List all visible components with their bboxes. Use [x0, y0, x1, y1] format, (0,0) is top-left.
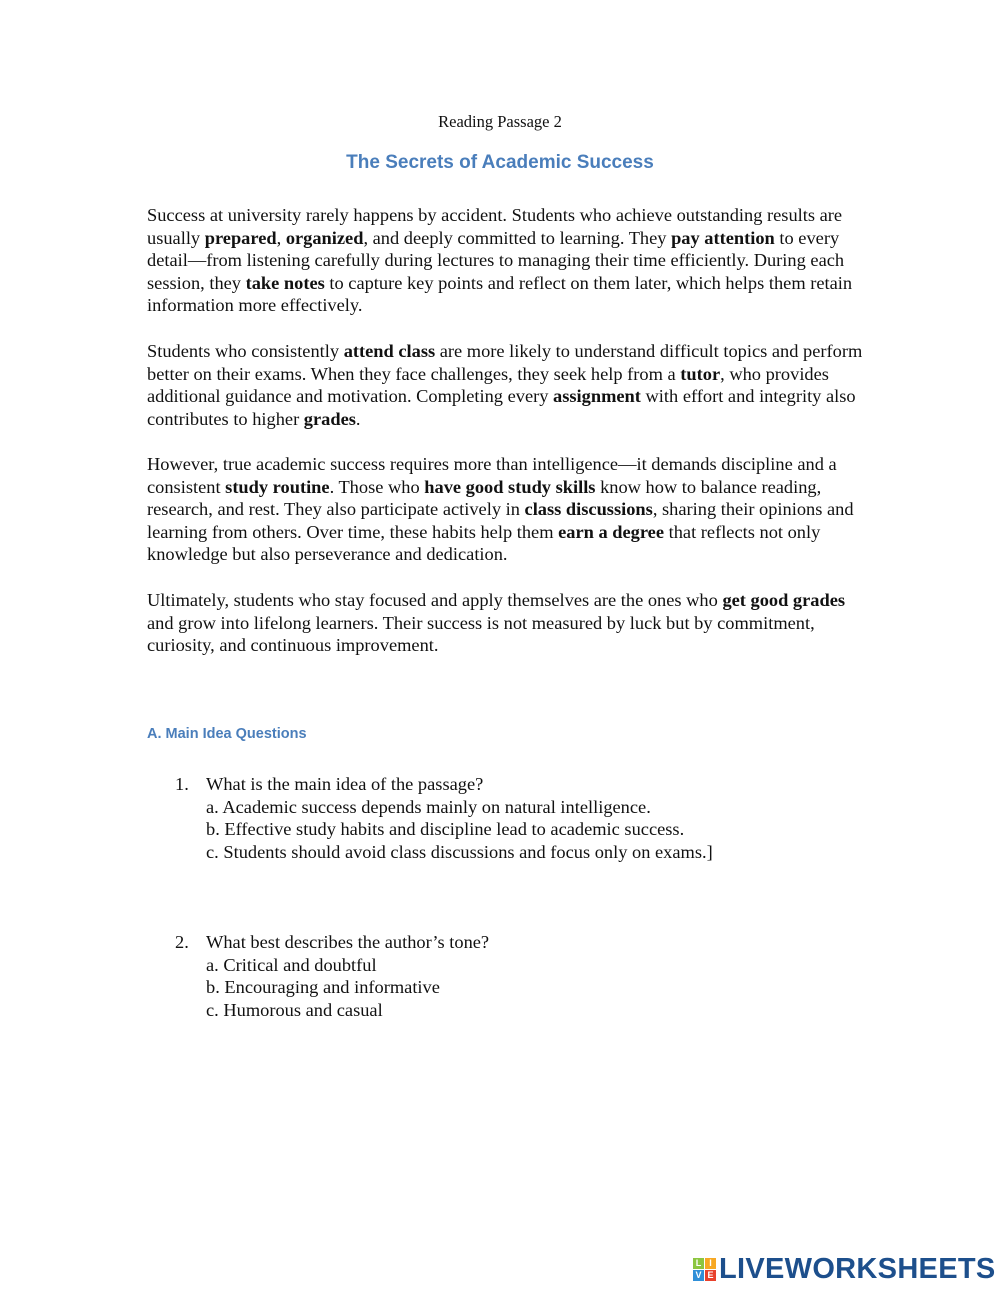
passage-text: However, true academic success requires more than intelligence—it demands discipline and a consistent [147, 454, 837, 497]
key-term: prepared [204, 227, 277, 248]
question-number: 2. [175, 932, 189, 952]
passage-text: . Those who [329, 476, 425, 497]
passage-paragraph-4 [147, 589, 867, 657]
key-term: grades [303, 408, 356, 429]
answer-option[interactable]: c. Humorous and casual [206, 999, 383, 1020]
question-2 [175, 931, 489, 1021]
liveworksheets-logo [693, 1253, 996, 1285]
passage-text: Ultimately, students who stay focused and apply themselves are the ones who [147, 590, 723, 610]
passage-text: that reflects not only knowledge but also perseverance and dedication. [147, 521, 821, 565]
answer-option[interactable]: b. Effective study habits and discipline lead to academic success. [206, 819, 685, 840]
key-term: study routine [225, 476, 330, 497]
question-text: What is the main idea of the passage? [206, 774, 484, 794]
passage-text: are more likely to understand difficult topics and perform better on their exams. When they face challenges, they seek help from a [147, 341, 863, 384]
answer-option[interactable]: b. Encouraging and informative [206, 977, 440, 998]
answer-option[interactable]: a. Critical and doubtful [206, 954, 377, 975]
question-number: 1. [175, 774, 189, 794]
key-term: attend class [343, 341, 436, 361]
logo-letter: L [693, 1258, 704, 1269]
question-text: What best describes the author’s tone? [206, 932, 490, 952]
passage-text: , [276, 227, 286, 248]
page-title: The Secrets of Academic Success [346, 152, 654, 173]
answer-option[interactable]: c. Students should avoid class discussions and focus only on exams.] [206, 841, 713, 862]
passage-text: Students who consistently [147, 341, 344, 361]
passage-text: . [355, 408, 361, 429]
passage-paragraph-2 [147, 340, 867, 430]
question-stem [175, 773, 713, 796]
passage-text: to every detail—from listening carefully during lectures to managing their time efficiently. During each session, they [147, 227, 845, 293]
passage-text: , who provides additional guidance and motivation. Completing every [147, 363, 829, 407]
section-heading: A. Main Idea Questions [147, 726, 307, 742]
key-term: take notes [245, 272, 325, 293]
passage-text: to capture key points and reflect on them later, which helps them retain information more effectively. [147, 272, 853, 316]
passage-text: , and deeply committed to learning. They [363, 227, 672, 248]
question-1 [175, 773, 713, 863]
passage-text: know how to balance reading, research, and rest. They also participate actively in [147, 476, 822, 520]
passage-text: , sharing their opinions and learning from others. Over time, these habits help them [147, 499, 854, 542]
answer-option[interactable]: a. Academic success depends mainly on natural intelligence. [206, 796, 651, 817]
key-term: tutor [680, 363, 721, 384]
question-stem [175, 931, 489, 954]
key-term: get good grades [722, 590, 846, 610]
passage-text: and grow into lifelong learners. Their success is not measured by luck but by commitment, curiosity, and continuous improvement. [147, 612, 815, 656]
key-term: assignment [553, 386, 641, 407]
key-term: class discussions [524, 499, 653, 520]
passage-text: with effort and integrity also contributes to higher [147, 386, 856, 429]
key-term: pay attention [671, 227, 775, 248]
passage-text: Success at university rarely happens by accident. Students who achieve outstanding results are usually [147, 205, 843, 248]
passage-paragraph-1 [147, 204, 867, 317]
logo-letter: I [705, 1258, 716, 1269]
passage-paragraph-3 [147, 453, 867, 566]
logo-icon [693, 1258, 716, 1281]
key-term: earn a degree [558, 521, 665, 542]
page-subtitle: Reading Passage 2 [438, 112, 562, 131]
logo-letter: E [705, 1270, 716, 1281]
logo-text: LIVEWORKSHEETS [719, 1253, 996, 1285]
key-term: have good study skills [424, 476, 596, 497]
key-term: organized [285, 227, 364, 248]
logo-letter: V [693, 1270, 704, 1281]
